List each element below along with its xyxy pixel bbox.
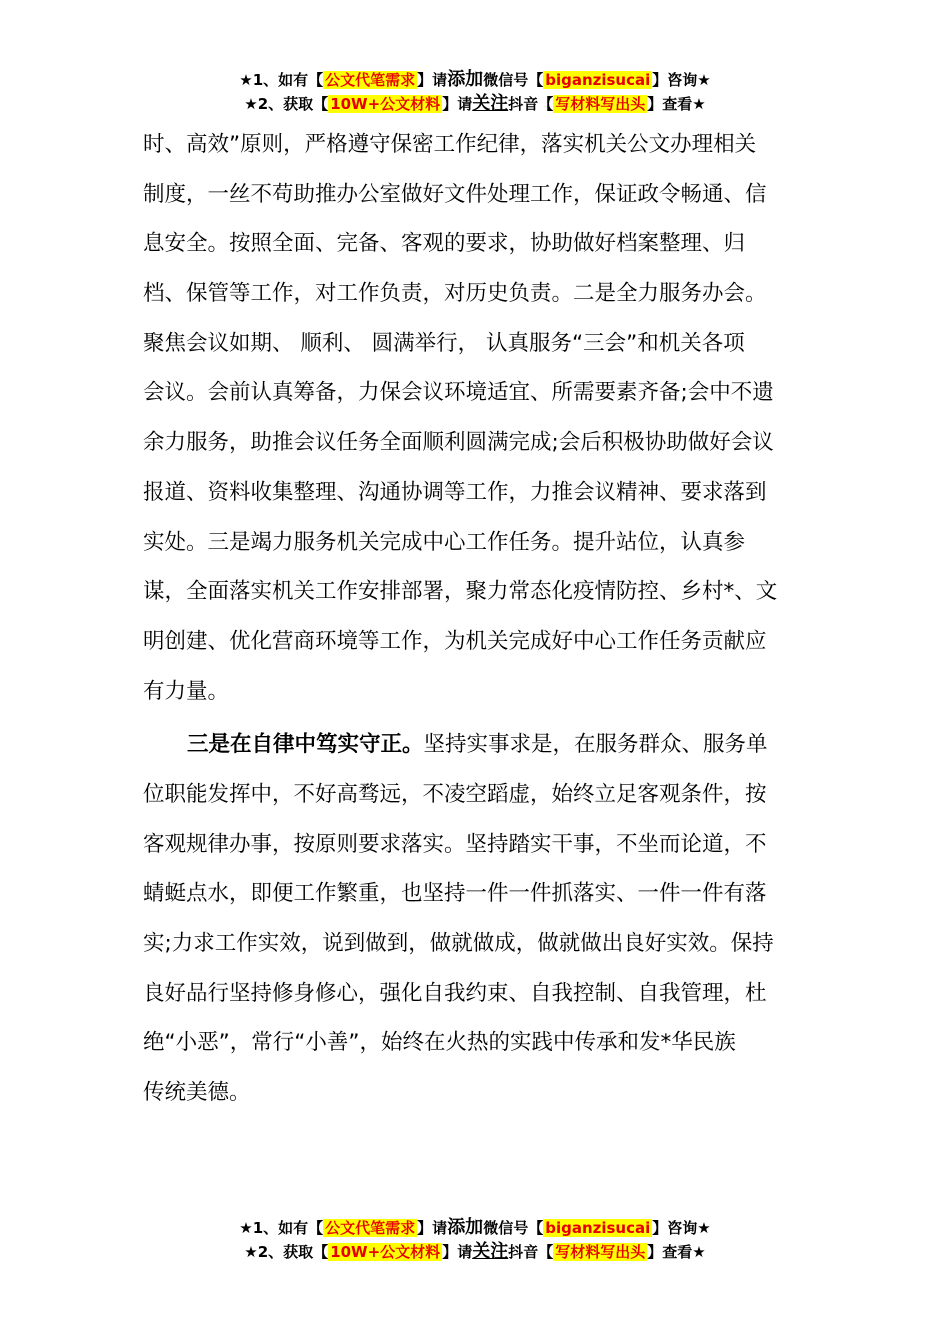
promo-emphasis: 添加 — [447, 69, 484, 90]
promo-text: 】请 — [442, 1243, 473, 1261]
promo-footer-bottom — [0, 1216, 950, 1264]
body-line: 息安全。按照全面、完备、客观的要求，协助做好档案整理、归 — [143, 231, 746, 257]
body-line: 余力服务，助推会议任务全面顺利圆满完成;会后积极协助做好会议 — [143, 430, 774, 456]
document-body — [143, 120, 805, 1118]
paragraph-2-first-line — [143, 720, 805, 770]
body-line: 谋，全面落实机关工作安排部署，聚力常态化疫情防控、乡村*、文 — [143, 579, 778, 605]
promo-line-2 — [0, 1240, 950, 1264]
promo-emphasis: 关注 — [472, 93, 509, 114]
promo-text: ★2、获取【 — [244, 1243, 329, 1261]
promo-emphasis: 添加 — [447, 1217, 484, 1238]
promo-text: 微信号【 — [483, 71, 544, 89]
promo-highlight: 10W+公文材料 — [330, 1243, 441, 1261]
body-line: 报道、资料收集整理、沟通协调等工作，力推会议精神、要求落到 — [143, 479, 767, 505]
promo-text: ★1、如有【 — [239, 71, 324, 89]
body-line: 实;力求工作实效，说到做到，做就做成，做就做出良好实效。保持 — [143, 931, 774, 956]
promo-wechat-id: biganzisucai — [545, 71, 651, 89]
promo-wechat-id: biganzisucai — [545, 1219, 651, 1237]
body-line: 会议。会前认真筹备，力保会议环境适宜、所需要素齐备;会中不遗 — [143, 380, 774, 406]
promo-emphasis: 关注 — [472, 1241, 509, 1262]
promo-line-1 — [0, 1216, 950, 1240]
promo-text: ★1、如有【 — [239, 1219, 324, 1237]
promo-text: 】查看★ — [647, 1243, 706, 1261]
body-line: 绝“小恶”，常行“小善”，始终在火热的实践中传承和发*华民族 — [143, 1030, 736, 1056]
promo-highlight: 10W+公文材料 — [330, 95, 441, 113]
body-line: 蜻蜓点水，即便工作繁重，也坚持一件一件抓落实、一件一件有落 — [143, 881, 767, 907]
body-line: 位职能发挥中，不好高骛远，不凌空蹈虚，始终立足客观条件，按 — [143, 781, 767, 807]
promo-douyin-id: 写材料写出头 — [555, 95, 646, 113]
paragraph-text: 坚持实事求是，在服务群众、服务单 — [423, 732, 768, 758]
promo-text: ★2、获取【 — [244, 95, 329, 113]
promo-text: 微信号【 — [483, 1219, 544, 1237]
promo-line-1 — [0, 68, 950, 92]
body-line: 时、高效”原则，严格遵守保密工作纪律，落实机关公文办理相关 — [143, 132, 757, 157]
body-line: 传统美德。 — [143, 1080, 251, 1106]
promo-text: 】咨询★ — [652, 1219, 711, 1237]
body-line: 聚焦会议如期、 顺利、 圆满举行， 认真服务“三会”和机关各项 — [143, 330, 745, 356]
promo-text: 】请 — [417, 1219, 448, 1237]
body-line: 实处。三是竭力服务机关完成中心工作任务。提升站位，认真参 — [143, 529, 746, 555]
promo-text: 】查看★ — [647, 95, 706, 113]
body-line: 客观规律办事，按原则要求落实。坚持踏实干事，不坐而论道，不 — [143, 831, 767, 857]
promo-line-2 — [0, 92, 950, 116]
promo-text: 】咨询★ — [652, 71, 711, 89]
promo-text: 抖音【 — [508, 95, 554, 113]
body-line: 制度，一丝不苟助推办公室做好文件处理工作，保证政令畅通、信 — [143, 181, 767, 207]
body-line: 有力量。 — [143, 678, 230, 704]
body-line: 档、保管等工作，对工作负责，对历史负责。二是全力服务办会。 — [143, 281, 767, 307]
body-line: 良好品行坚持修身修心，强化自我约束、自我控制、自我管理，杜 — [143, 980, 767, 1006]
promo-text: 】请 — [442, 95, 473, 113]
promo-douyin-id: 写材料写出头 — [555, 1243, 646, 1261]
promo-header-top — [0, 68, 950, 116]
promo-highlight: 公文代笔需求 — [325, 71, 416, 89]
paragraph-heading: 三是在自律中笃实守正。 — [187, 732, 424, 758]
promo-text: 】请 — [417, 71, 448, 89]
body-line: 明创建、优化营商环境等工作，为机关完成好中心工作任务贡献应 — [143, 628, 767, 654]
promo-text: 抖音【 — [508, 1243, 554, 1261]
promo-highlight: 公文代笔需求 — [325, 1219, 416, 1237]
